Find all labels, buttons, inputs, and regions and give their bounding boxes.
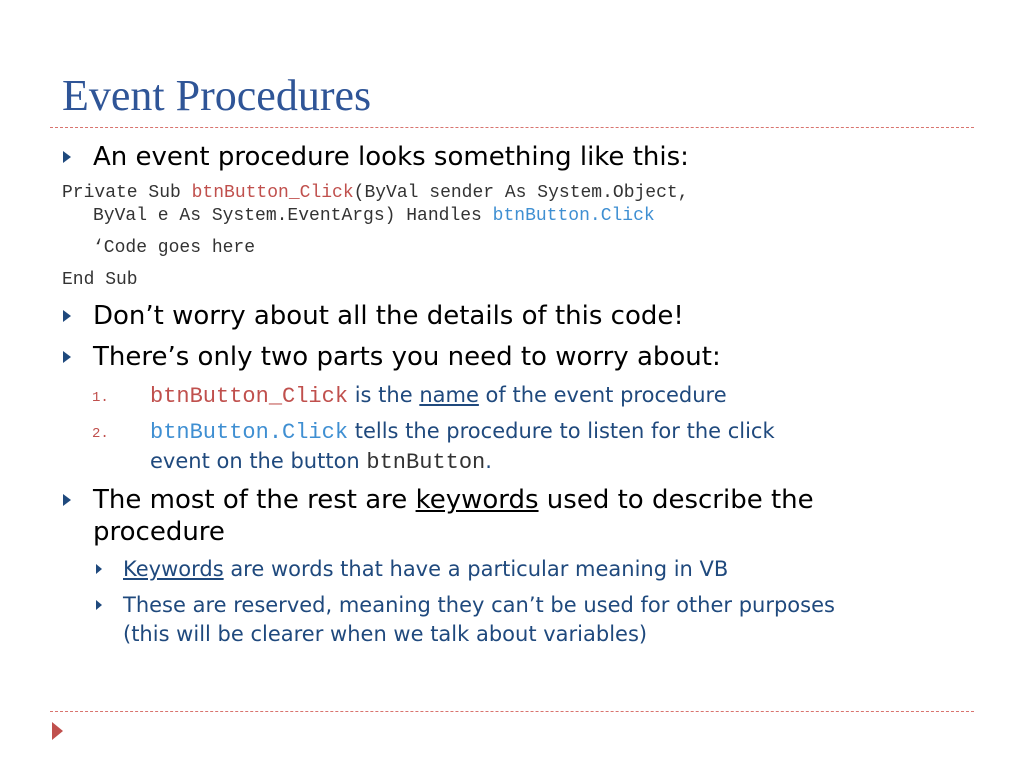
- code-comment-line: ‘Code goes here: [93, 238, 256, 258]
- bullet-two-parts: There’s only two parts you need to worry about:: [93, 342, 721, 372]
- code-params: (ByVal sender As System.Object,: [353, 183, 689, 203]
- bullet-intro: An event procedure looks something like this:: [93, 142, 689, 172]
- term-name: name: [419, 383, 479, 407]
- code-line-1: [62, 181, 689, 205]
- slide-title: Event Procedures: [62, 71, 372, 120]
- slide-nav-arrow-icon: [52, 722, 63, 740]
- list-item-2-cont: event on the button btnButton.: [150, 449, 492, 475]
- bullet-arrow-icon: [63, 494, 71, 506]
- term-keywords: keywords: [415, 485, 539, 515]
- code-button-name: btnButton: [366, 450, 486, 475]
- sub-bullet-arrow-icon: [96, 564, 102, 574]
- sub-bullet-reserved: These are reserved, meaning they can’t be used for other purposes: [123, 593, 835, 617]
- sub-bullet-keywords-def: Keywords are words that have a particular meaning in VB: [123, 557, 729, 581]
- bullet-arrow-icon: [63, 151, 71, 163]
- list-number-2: 2.: [92, 426, 109, 442]
- sub-bullet-reserved-cont: (this will be clearer when we talk about variables): [123, 622, 648, 646]
- code-procedure-name: btnButton_Click: [150, 384, 349, 409]
- title-divider: [50, 127, 974, 128]
- list-item-2: btnButton.Click tells the procedure to listen for the click: [150, 419, 775, 445]
- code-params-cont: ByVal e As System.EventArgs) Handles: [93, 206, 493, 226]
- code-event-handle: btnButton.Click: [150, 420, 349, 445]
- bullet-arrow-icon: [63, 310, 71, 322]
- term-keywords: Keywords: [123, 557, 224, 581]
- bullet-arrow-icon: [63, 351, 71, 363]
- code-line-2: [93, 204, 655, 228]
- sub-bullet-arrow-icon: [96, 600, 102, 610]
- list-item-1: btnButton_Click is the name of the event procedure: [150, 383, 727, 409]
- bullet-dont-worry: Don’t worry about all the details of this code!: [93, 301, 684, 331]
- bullet-keywords-cont: procedure: [93, 517, 225, 547]
- code-keyword: Private Sub: [62, 183, 192, 203]
- code-procedure-name: btnButton_Click: [191, 183, 354, 203]
- code-event-handle: btnButton.Click: [492, 206, 655, 226]
- list-number-1: 1.: [92, 390, 109, 406]
- bullet-keywords: The most of the rest are keywords used to describe the: [93, 485, 814, 515]
- footer-divider: [50, 711, 974, 712]
- code-end-line: End Sub: [62, 270, 138, 290]
